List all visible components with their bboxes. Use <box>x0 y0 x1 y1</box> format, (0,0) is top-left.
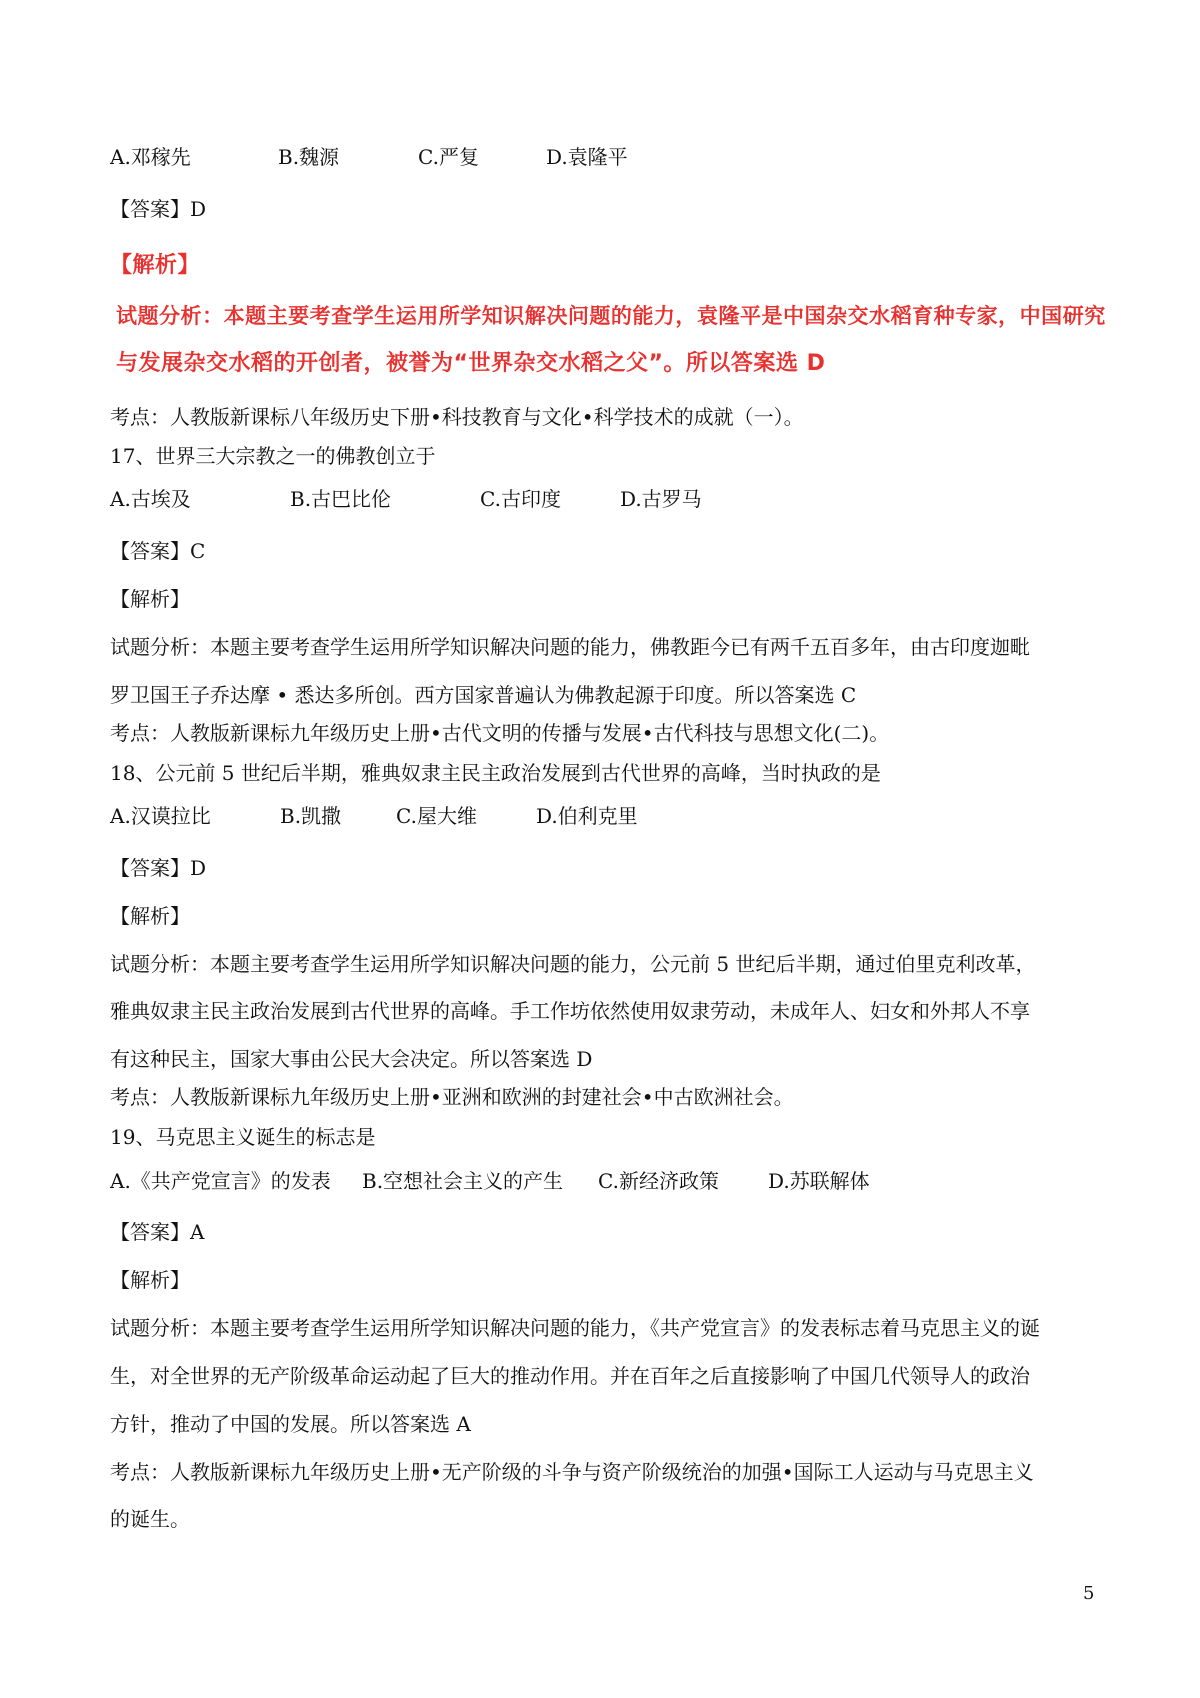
q19-option-b: B.空想社会主义的产生 <box>362 1169 564 1193</box>
q16-option-b: B.魏源 <box>278 145 340 169</box>
q16-analysis-label: 【解析】 <box>110 253 201 278</box>
q16-option-a: A.邓稼先 <box>110 145 191 169</box>
q19-point-line-2: 的诞生。 <box>110 1507 190 1531</box>
page-number: 5 <box>1083 1583 1095 1604</box>
q17-question: 17、世界三大宗教之一的佛教创立于 <box>110 444 436 468</box>
q17-answer: 【答案】C <box>110 539 206 563</box>
q18-analysis-line-2: 雅典奴隶主民主政治发展到古代世界的高峰。手工作坊依然使用奴隶劳动，未成年人、妇女和外邦人不享 <box>110 999 1030 1023</box>
q18-answer: 【答案】D <box>110 856 207 880</box>
q16-analysis-line-2: 与发展杂交水稻的开创者，被誉为“世界杂交水稻之父”。所以答案选 D <box>116 351 826 376</box>
q19-analysis-line-3: 方针，推动了中国的发展。所以答案选 A <box>110 1412 471 1436</box>
q16-analysis-line-1: 试题分析：本题主要考查学生运用所学知识解决问题的能力，袁隆平是中国杂交水稻育种专家，中国研究 <box>116 303 1106 328</box>
q18-point: 考点：人教版新课标九年级历史上册•亚洲和欧洲的封建社会•中古欧洲社会。 <box>110 1085 794 1109</box>
q19-analysis-label: 【解析】 <box>110 1268 190 1292</box>
q19-option-d: D.苏联解体 <box>768 1169 870 1193</box>
q18-option-d: D.伯利克里 <box>536 804 638 828</box>
q17-analysis-line-1: 试题分析：本题主要考查学生运用所学知识解决问题的能力，佛教距今已有两千五百多年，由古印度迦毗 <box>110 635 1030 659</box>
q17-option-b: B.古巴比伦 <box>290 487 392 511</box>
q17-point: 考点：人教版新课标九年级历史上册•古代文明的传播与发展•古代科技与思想文化(二)。 <box>110 721 890 745</box>
q18-analysis-label: 【解析】 <box>110 904 190 928</box>
q17-option-c: C.古印度 <box>480 487 561 511</box>
q17-analysis-label: 【解析】 <box>110 587 190 611</box>
q19-option-c: C.新经济政策 <box>598 1169 719 1193</box>
q16-option-d: D.袁隆平 <box>546 145 628 169</box>
q16-point: 考点：人教版新课标八年级历史下册•科技教育与文化•科学技术的成就（一）。 <box>110 405 804 429</box>
q19-analysis-line-2: 生，对全世界的无产阶级革命运动起了巨大的推动作用。并在百年之后直接影响了中国几代领导人的政治 <box>110 1364 1030 1388</box>
q17-option-a: A.古埃及 <box>110 487 191 511</box>
q19-question: 19、马克思主义诞生的标志是 <box>110 1125 376 1149</box>
q19-analysis-line-1: 试题分析：本题主要考查学生运用所学知识解决问题的能力，《共产党宣言》的发表标志着马克思主义的诞 <box>110 1316 1040 1340</box>
q18-option-a: A.汉谟拉比 <box>110 804 211 828</box>
q18-analysis-line-1: 试题分析：本题主要考查学生运用所学知识解决问题的能力，公元前 5 世纪后半期，通过伯里克利改革， <box>110 952 1036 976</box>
q17-analysis-line-2: 罗卫国王子乔达摩 • 悉达多所创。西方国家普遍认为佛教起源于印度。所以答案选 C <box>110 683 857 707</box>
q18-question: 18、公元前 5 世纪后半期，雅典奴隶主民主政治发展到古代世界的高峰，当时执政的是 <box>110 761 881 785</box>
q16-option-c: C.严复 <box>418 145 479 169</box>
q17-option-d: D.古罗马 <box>620 487 702 511</box>
q16-answer: 【答案】D <box>110 197 207 221</box>
q18-analysis-line-3: 有这种民主，国家大事由公民大会决定。所以答案选 D <box>110 1047 593 1071</box>
q18-option-b: B.凯撒 <box>280 804 342 828</box>
q18-option-c: C.屋大维 <box>396 804 477 828</box>
q19-option-a: A.《共产党宣言》的发表 <box>110 1169 331 1193</box>
q19-point-line-1: 考点：人教版新课标九年级历史上册•无产阶级的斗争与资产阶级统治的加强•国际工人运动与马克思主义 <box>110 1460 1034 1484</box>
q19-answer: 【答案】A <box>110 1220 205 1244</box>
